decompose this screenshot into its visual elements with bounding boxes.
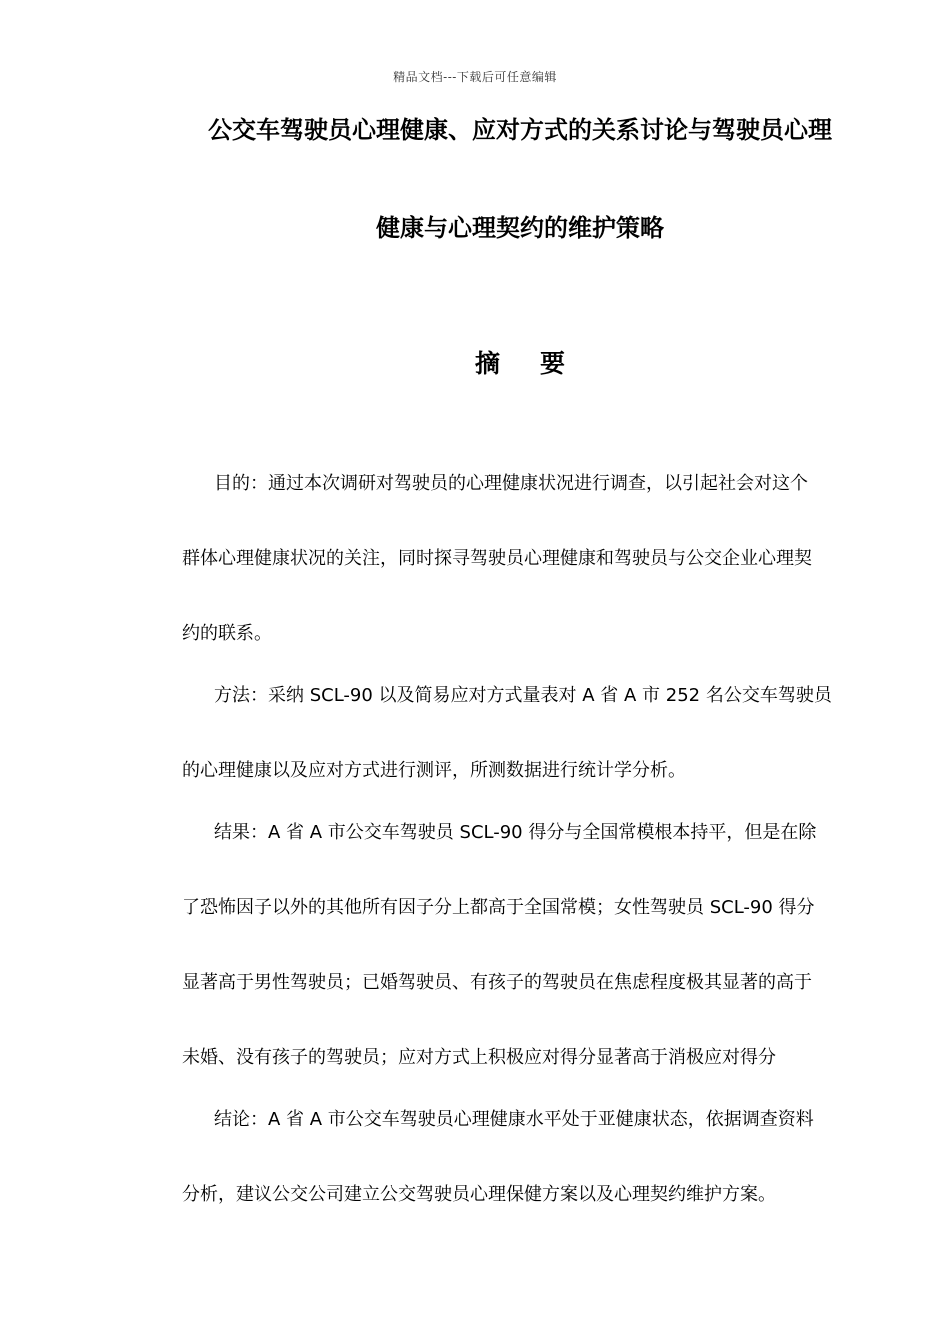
title-line-1: 公交车驾驶员心理健康、应对方式的关系讨论与驾驶员心理 bbox=[208, 116, 832, 144]
title-line-2: 健康与心理契约的维护策略 bbox=[376, 214, 664, 242]
paragraph-purpose-line-3: 约的联系。 bbox=[182, 623, 272, 644]
paragraph-result-line-4: 未婚、没有孩子的驾驶员；应对方式上积极应对得分显著高于消极应对得分 bbox=[182, 1047, 776, 1068]
paragraph-result-line-1: 结果：A 省 A 市公交车驾驶员 SCL-90 得分与全国常模根本持平，但是在除 bbox=[214, 822, 817, 843]
abstract-heading: 摘要 bbox=[474, 349, 605, 378]
paragraph-purpose-line-2: 群体心理健康状况的关注，同时探寻驾驶员心理健康和驾驶员与公交企业心理契 bbox=[182, 548, 812, 569]
paragraph-conclusion-line-2: 分析，建议公交公司建立公交驾驶员心理保健方案以及心理契约维护方案。 bbox=[182, 1184, 776, 1205]
paragraph-result-line-3: 显著高于男性驾驶员；已婚驾驶员、有孩子的驾驶员在焦虑程度极其显著的高于 bbox=[182, 972, 812, 993]
paragraph-conclusion-line-1: 结论：A 省 A 市公交车驾驶员心理健康水平处于亚健康状态，依据调查资料 bbox=[214, 1109, 814, 1130]
paragraph-result-line-2: 了恐怖因子以外的其他所有因子分上都高于全国常模；女性驾驶员 SCL-90 得分 bbox=[182, 897, 815, 918]
paragraph-method-line-1: 方法：采纳 SCL-90 以及简易应对方式量表对 A 省 A 市 252 名公交车驾驶员 bbox=[214, 685, 832, 706]
page-header: 精品文档---下载后可任意编辑 bbox=[393, 70, 557, 84]
paragraph-purpose-line-1: 目的：通过本次调研对驾驶员的心理健康状况进行调查，以引起社会对这个 bbox=[214, 473, 808, 494]
paragraph-method-line-2: 的心理健康以及应对方式进行测评，所测数据进行统计学分析。 bbox=[182, 760, 686, 781]
